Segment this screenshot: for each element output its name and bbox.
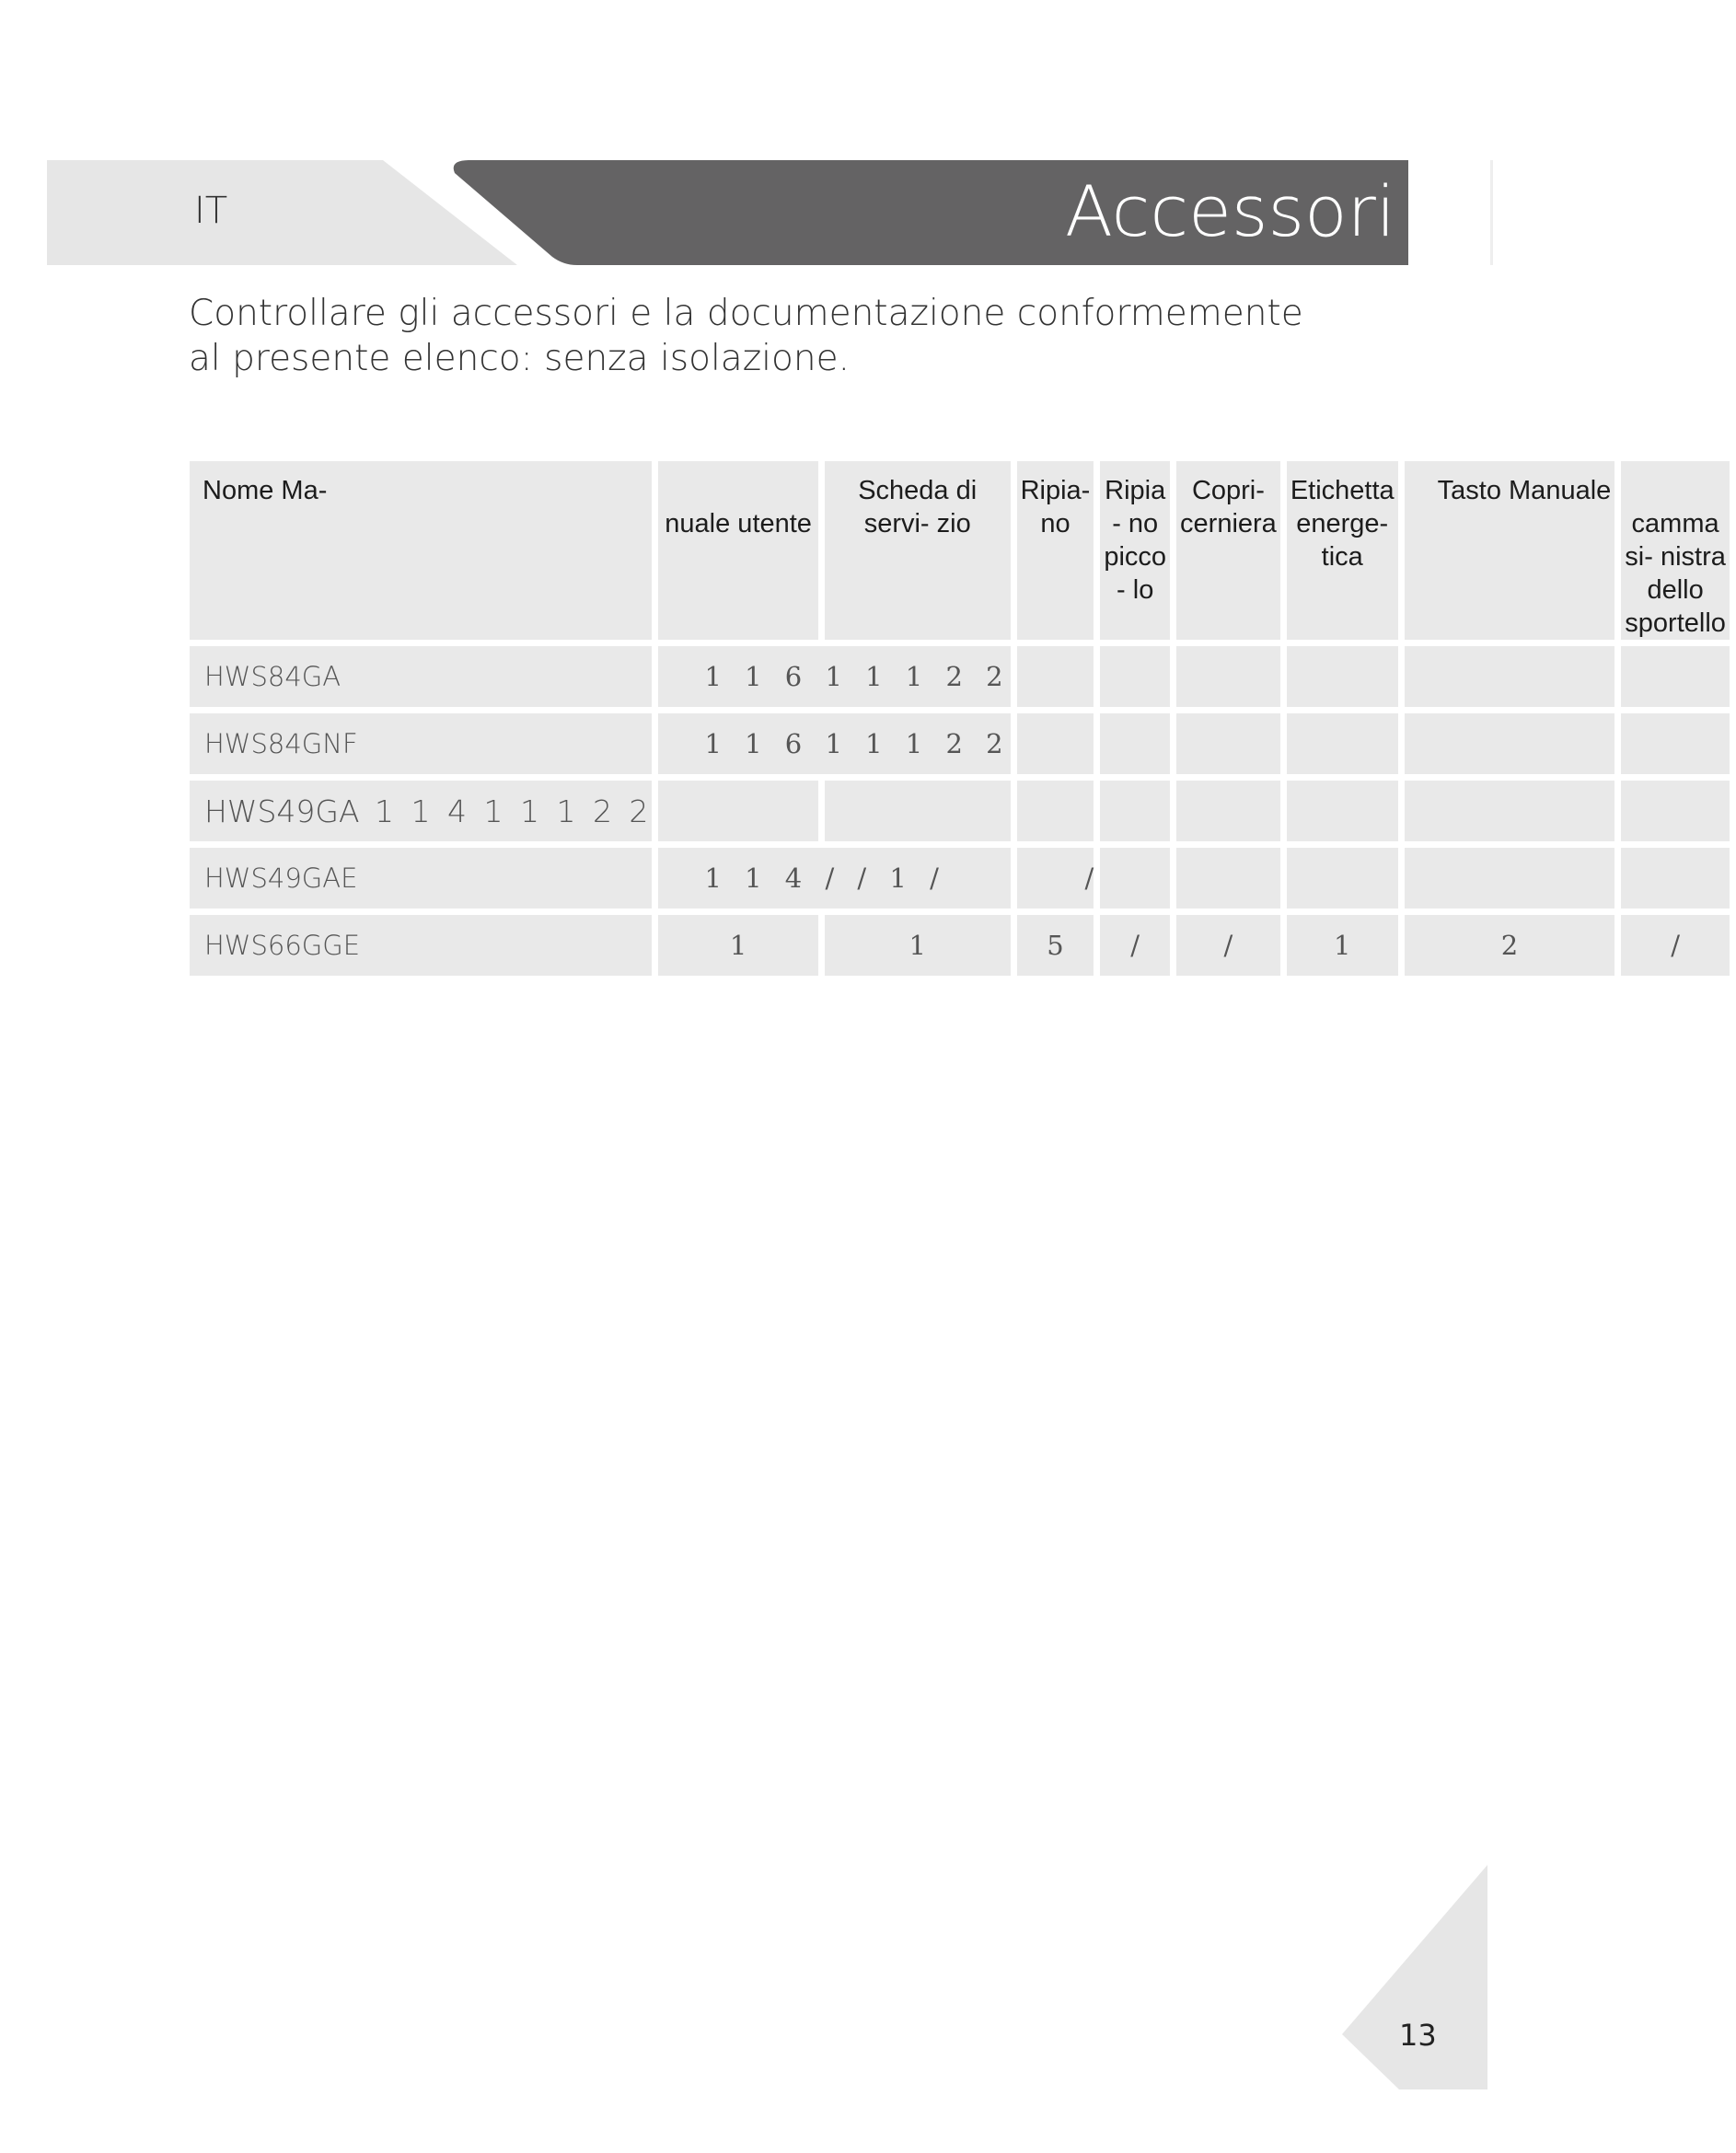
table-row bbox=[190, 848, 1730, 909]
value-cell: 1 bbox=[825, 915, 1011, 976]
model-cell bbox=[190, 781, 652, 841]
model-name: HWS49GA bbox=[204, 793, 360, 829]
value-cell: 1 bbox=[658, 915, 817, 976]
accessories-table bbox=[183, 455, 1736, 982]
empty-cell bbox=[1621, 713, 1730, 774]
value-cell: / bbox=[1017, 848, 1094, 909]
column-header: Copri- cerniera bbox=[1176, 461, 1280, 640]
values-cell: 1 1 4 / / 1 / bbox=[658, 848, 1010, 909]
model-cell: HWS84GNF bbox=[190, 713, 652, 774]
empty-cell bbox=[1100, 848, 1170, 909]
header-edge-line bbox=[1490, 160, 1493, 265]
table-header-row bbox=[190, 461, 1730, 640]
page-title: Accessori bbox=[1064, 170, 1395, 252]
empty-cell bbox=[1405, 646, 1615, 707]
column-header: nuale utente bbox=[658, 461, 817, 640]
empty-cell bbox=[1017, 646, 1094, 707]
model-cell: HWS66GGE bbox=[190, 915, 652, 976]
empty-cell bbox=[1621, 646, 1730, 707]
empty-cell bbox=[1405, 781, 1615, 841]
page-corner-shape bbox=[1325, 1859, 1491, 2099]
empty-cell bbox=[1100, 781, 1170, 841]
empty-cell bbox=[825, 781, 1011, 841]
value-cell: / bbox=[1176, 915, 1280, 976]
value-cell: / bbox=[1100, 915, 1170, 976]
value-cell: 1 bbox=[1287, 915, 1398, 976]
column-header: camma si- nistra dello sportello bbox=[1621, 461, 1730, 640]
empty-cell bbox=[1176, 781, 1280, 841]
model-cell: HWS84GA bbox=[190, 646, 652, 707]
page-number: 13 bbox=[1399, 2018, 1437, 2053]
empty-cell bbox=[1017, 781, 1094, 841]
empty-cell bbox=[1287, 646, 1398, 707]
column-header: Ripia- no bbox=[1017, 461, 1094, 640]
model-cell: HWS49GAE bbox=[190, 848, 652, 909]
empty-cell bbox=[1287, 781, 1398, 841]
empty-cell bbox=[1287, 713, 1398, 774]
table-row bbox=[190, 713, 1730, 774]
intro-text: Controllare gli accessori e la documentazione conformemente al presente elenco: senza isolazione. bbox=[189, 293, 1303, 379]
table-row bbox=[190, 781, 1730, 841]
empty-cell bbox=[1176, 713, 1280, 774]
values-cell: 1 1 6 1 1 1 2 2 bbox=[658, 646, 1010, 707]
column-header: Etichetta energe- tica bbox=[1287, 461, 1398, 640]
values-cell: 1 1 6 1 1 1 2 2 bbox=[658, 713, 1010, 774]
table-row bbox=[190, 646, 1730, 707]
empty-cell bbox=[1621, 781, 1730, 841]
column-header: Scheda di servi- zio bbox=[825, 461, 1011, 640]
empty-cell bbox=[658, 781, 817, 841]
column-header: Tasto Manuale bbox=[1405, 461, 1615, 640]
empty-cell bbox=[1176, 646, 1280, 707]
language-tab-shape bbox=[47, 160, 517, 265]
empty-cell bbox=[1405, 713, 1615, 774]
values-text: 1 1 4 1 1 1 2 2 bbox=[375, 793, 653, 829]
language-label: IT bbox=[194, 190, 228, 232]
empty-cell bbox=[1287, 848, 1398, 909]
empty-cell bbox=[1017, 713, 1094, 774]
table-row bbox=[190, 915, 1730, 976]
column-header: Nome Ma- bbox=[190, 461, 652, 640]
column-header: Ripia - no picco - lo bbox=[1100, 461, 1170, 640]
empty-cell bbox=[1100, 713, 1170, 774]
empty-cell bbox=[1176, 848, 1280, 909]
value-cell: / bbox=[1621, 915, 1730, 976]
empty-cell bbox=[1621, 848, 1730, 909]
empty-cell bbox=[1100, 646, 1170, 707]
value-cell: 5 bbox=[1017, 915, 1094, 976]
value-cell: 2 bbox=[1405, 915, 1615, 976]
empty-cell bbox=[1405, 848, 1615, 909]
